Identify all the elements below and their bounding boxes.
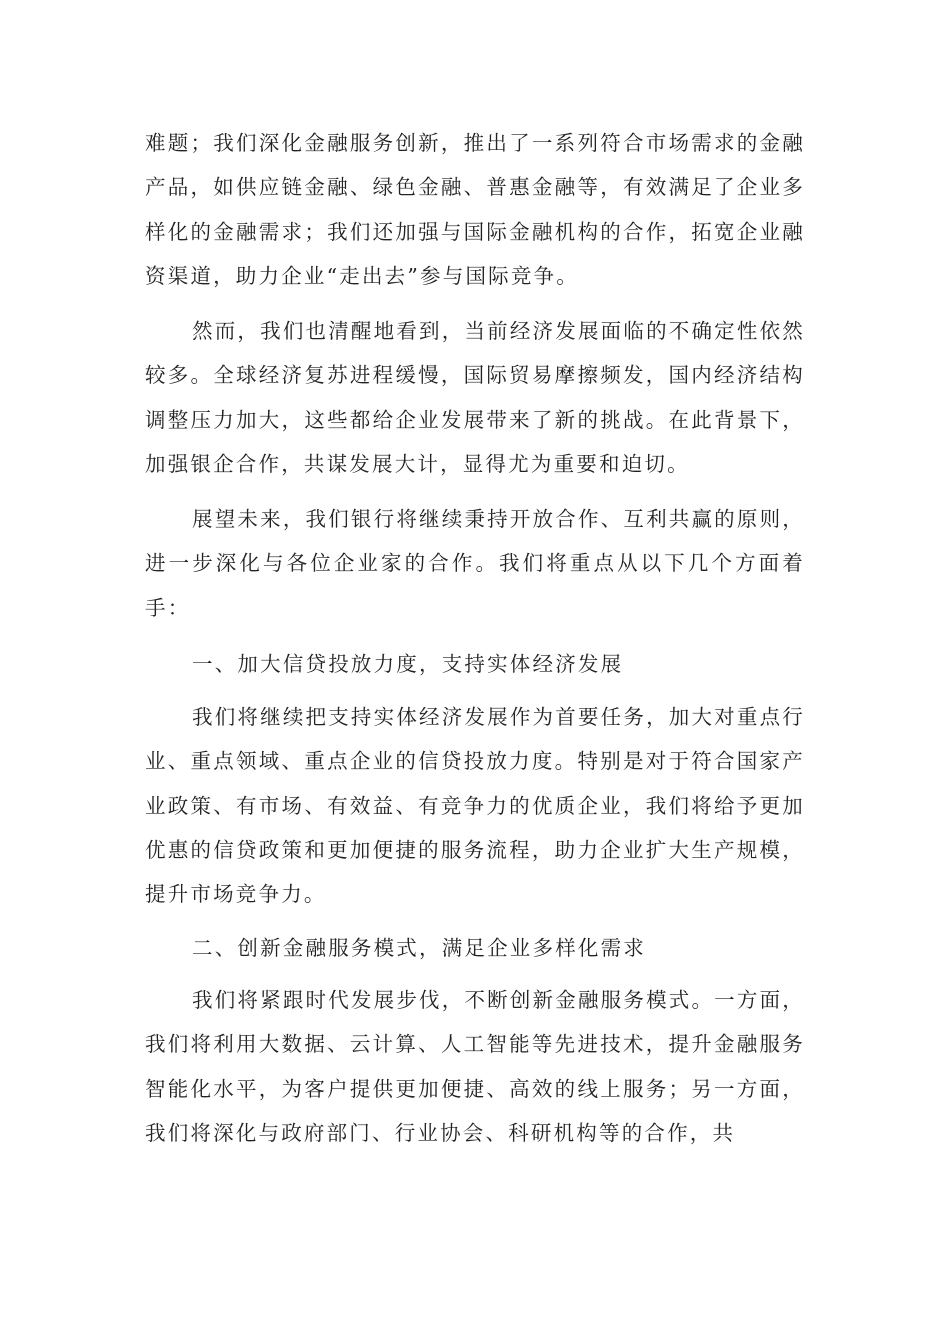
paragraph-outlook: 展望未来，我们银行将继续秉持开放合作、互利共赢的原则，进一步深化与各位企业家的合作。我们将重点从以下几个方面着手：: [145, 507, 805, 620]
paragraph-challenges: 然而，我们也清醒地看到，当前经济发展面临的不确定性依然较多。全球经济复苏进程缓慢，国际贸易摩擦频发，国内经济结构调整压力加大，这些都给企业发展带来了新的挑战。在此背景下，加强银企合作，共谋发展大计，显得尤为重要和迫切。: [145, 319, 805, 476]
paragraph-continued: 难题；我们深化金融服务创新，推出了一系列符合市场需求的金融产品，如供应链金融、绿色金融、普惠金融等，有效满足了企业多样化的金融需求；我们还加强与国际金融机构的合作，拓宽企业融资渠道，助力企业“走出去”参与国际竞争。: [145, 131, 805, 288]
section-heading-credit: 一、加大信贷投放力度，支持实体经济发展: [192, 652, 624, 676]
paragraph-credit-support: 我们将继续把支持实体经济发展作为首要任务，加大对重点行业、重点领域、重点企业的信贷投放力度。特别是对于符合国家产业政策、有市场、有效益、有竞争力的优质企业，我们将给予更加优惠的信贷政策和更加便捷的服务流程，助力企业扩大生产规模，提升市场竞争力。: [145, 705, 805, 907]
section-heading-innovation: 二、创新金融服务模式，满足企业多样化需求: [192, 936, 646, 960]
paragraph-service-innovation: 我们将紧跟时代发展步伐，不断创新金融服务模式。一方面，我们将利用大数据、云计算、人工智能等先进技术，提升金融服务智能化水平，为客户提供更加便捷、高效的线上服务；另一方面，我们将深化与政府部门、行业协会、科研机构等的合作，共: [145, 988, 805, 1145]
